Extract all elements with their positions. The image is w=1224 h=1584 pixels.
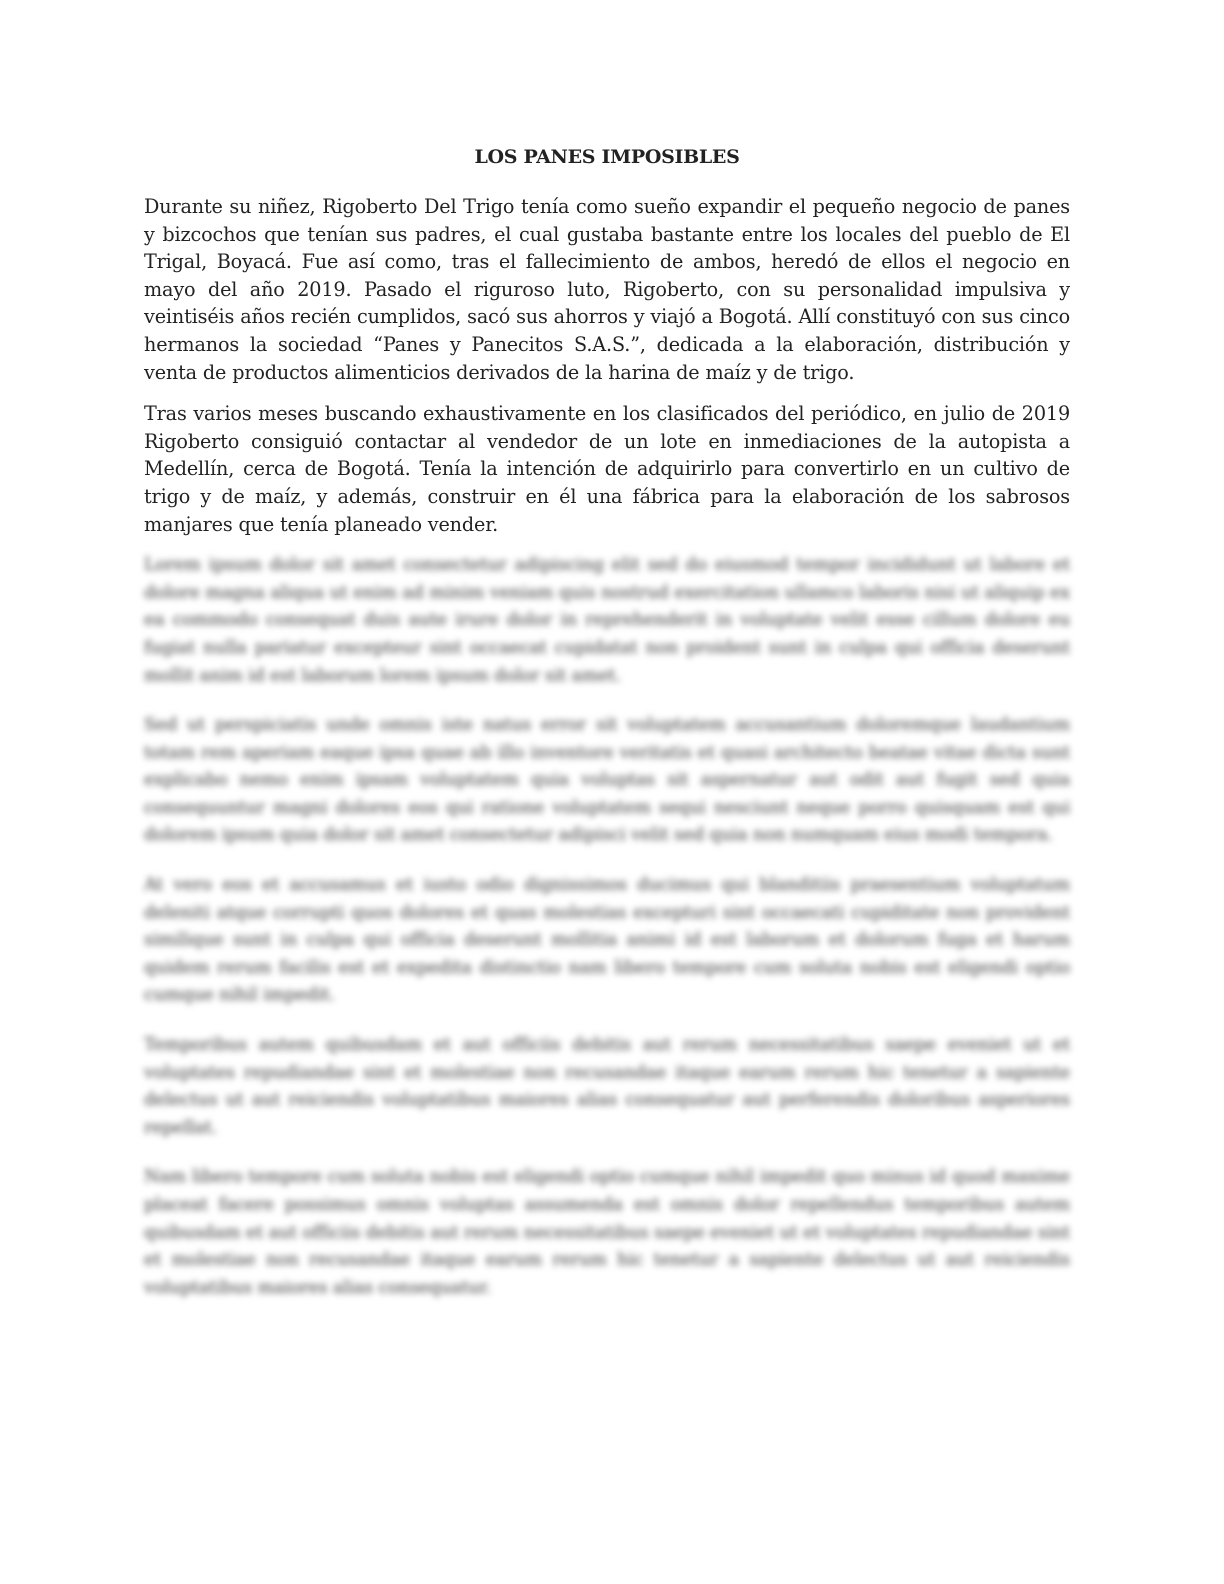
- document-title: LOS PANES IMPOSIBLES: [474, 146, 740, 168]
- paragraph-2: Tras varios meses buscando exhaustivamente en los clasificados del periódico, en julio de 2019 Rigoberto consiguió contactar al vendedor de un lote en inmediaciones de la autopista a Medellín, cerca de Bogotá. Tenía la intención de adquirirlo para convertirlo en un cultivo de trigo y de maíz, y además, construir en él una fábrica para la elaboración de los sabrosos manjares que tenía planeado vender.: [144, 402, 1070, 536]
- document-page: [144, 143, 1070, 1324]
- blurred-paragraph: Nam libero tempore cum soluta nobis est eligendi optio cumque nihil impedit quo minus id quod maxime placeat facere possimus omnis voluptas assumenda est omnis dolor repellendus temporibus autem quibusdam et aut officiis debitis aut rerum necessitatibus saepe eveniet ut et voluptates repudiandae sint et molestiae non recusandae itaque earum rerum hic tenetur a sapiente delectus ut aut reiciendis voluptatibus maiores alias consequatur.: [144, 1167, 1070, 1298]
- blurred-paragraph: At vero eos et accusamus et iusto odio dignissimos ducimus qui blanditiis praesentium voluptatum deleniti atque corrupti quos dolores et quas molestias excepturi sint occaecati cupiditate non provident similique sunt in culpa qui officia deserunt mollitia animi id est laborum et dolorum fuga et harum quidem rerum facilis est et expedita distinctio nam libero tempore cum soluta nobis est eligendi optio cumque nihil impedit.: [144, 875, 1070, 1006]
- blurred-paragraph: Lorem ipsum dolor sit amet consectetur adipiscing elit sed do eiusmod tempor incididunt ut labore et dolore magna aliqua ut enim ad minim veniam quis nostrud exercitation ullamco laboris nisi ut aliquip ex ea commodo consequat duis aute irure dolor in reprehenderit in voluptate velit esse cillum dolore eu fugiat nulla pariatur excepteur sint occaecat cupidatat non proident sunt in culpa qui officia deserunt mollit anim id est laborum lorem ipsum dolor sit amet.: [144, 555, 1070, 686]
- blurred-paragraph: Temporibus autem quibusdam et aut officiis debitis aut rerum necessitatibus saepe eveniet ut et voluptates repudiandae sint et molestiae non recusandae itaque earum rerum hic tenetur a sapiente delectus ut aut reiciendis voluptatibus maiores alias consequatur aut perferendis doloribus asperiores repellat.: [144, 1035, 1070, 1138]
- blurred-content: [144, 552, 1070, 1302]
- blurred-paragraph: Sed ut perspiciatis unde omnis iste natus error sit voluptatem accusantium doloremque laudantium totam rem aperiam eaque ipsa quae ab illo inventore veritatis et quasi architecto beatae vitae dicta sunt explicabo nemo enim ipsam voluptatem quia voluptas sit aspernatur aut odit aut fugit sed quia consequuntur magni dolores eos qui ratione voluptatem sequi nesciunt neque porro quisquam est qui dolorem ipsum quia dolor sit amet consectetur adipisci velit sed quia non numquam eius modi tempora.: [144, 715, 1070, 846]
- paragraph-1: Durante su niñez, Rigoberto Del Trigo tenía como sueño expandir el pequeño negocio de panes y bizcochos que tenían sus padres, el cual gustaba bastante entre los locales del pueblo de El Trigal, Boyacá. Fue así como, tras el fallecimiento de ambos, heredó de ellos el negocio en mayo del año 2019. Pasado el riguroso luto, Rigoberto, con su personalidad impulsiva y veintiséis años recién cumplidos, sacó sus ahorros y viajó a Bogotá. Allí constituyó con sus cinco hermanos la sociedad “Panes y Panecitos S.A.S.”, dedicada a la elaboración, distribución y venta de productos alimenticios derivados de la harina de maíz y de trigo.: [144, 195, 1070, 384]
